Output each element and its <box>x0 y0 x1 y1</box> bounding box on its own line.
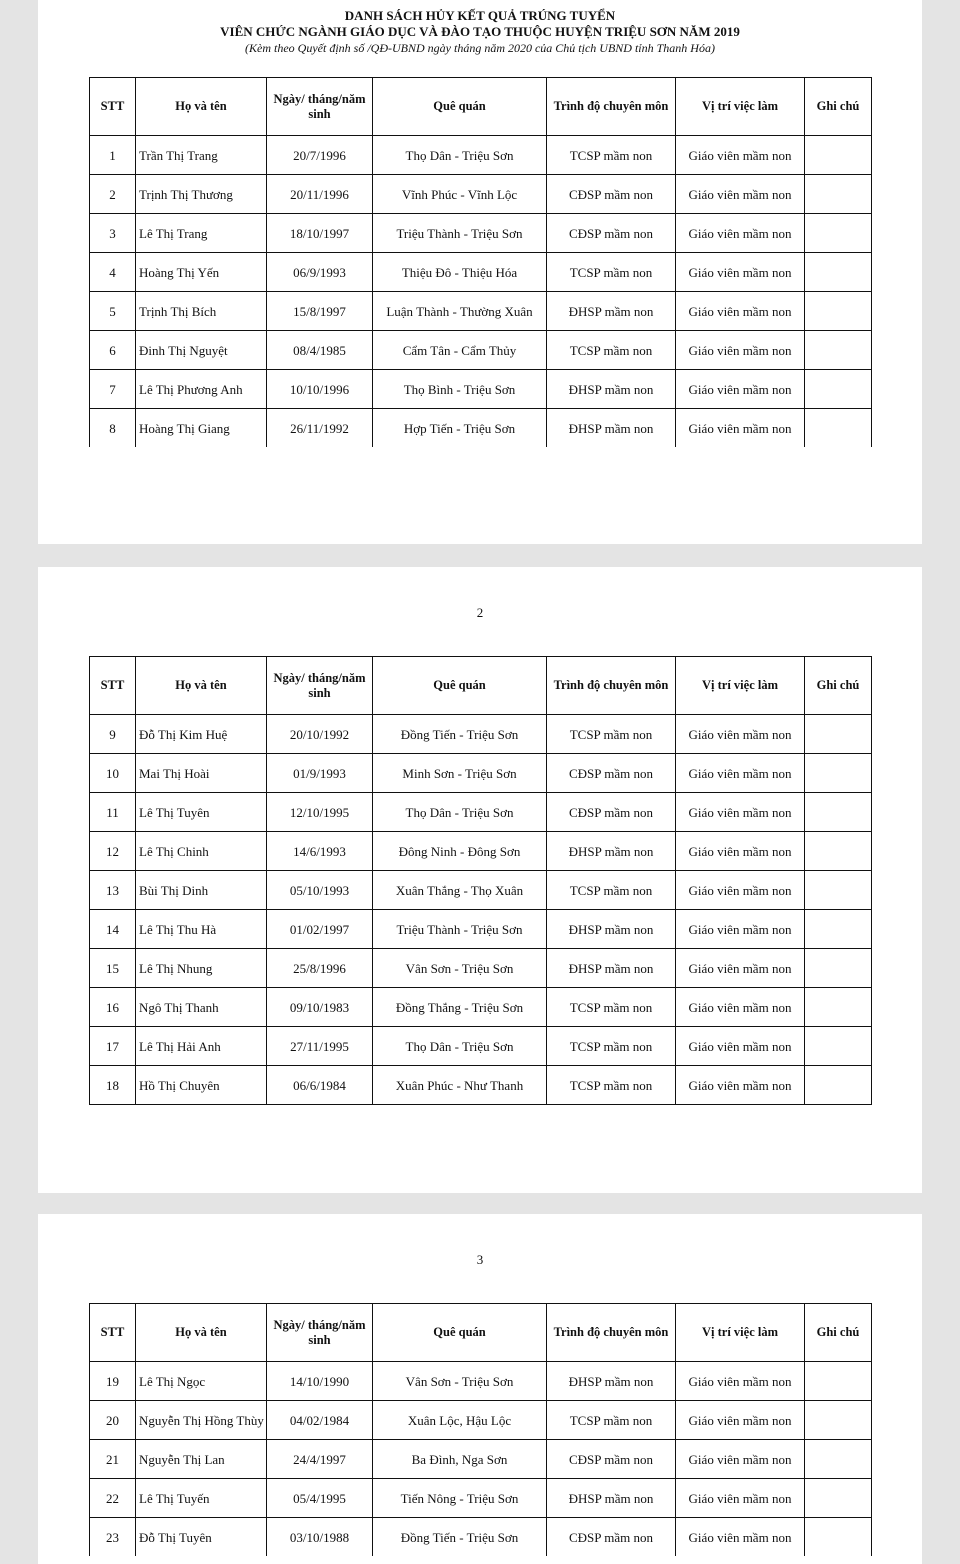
cell-position: Giáo viên mầm non <box>676 910 805 949</box>
cell-stt: 6 <box>90 331 136 370</box>
cell-dob: 01/9/1993 <box>267 754 373 793</box>
table-row <box>90 1479 872 1518</box>
cell-qualification: TCSP mầm non <box>547 1066 676 1105</box>
cell-stt: 2 <box>90 175 136 214</box>
cell-hometown: Triệu Thành - Triệu Sơn <box>373 214 547 253</box>
cell-name: Hoàng Thị Yến <box>136 253 267 292</box>
table-row <box>90 409 872 448</box>
table-header-row <box>90 1304 872 1362</box>
table-row <box>90 1518 872 1557</box>
cell-qualification: TCSP mầm non <box>547 253 676 292</box>
cell-position: Giáo viên mầm non <box>676 793 805 832</box>
cell-hometown: Ba Đình, Nga Sơn <box>373 1440 547 1479</box>
cell-position: Giáo viên mầm non <box>676 871 805 910</box>
cell-qualification: TCSP mầm non <box>547 1027 676 1066</box>
cell-qualification: CĐSP mầm non <box>547 793 676 832</box>
cell-qualification: ĐHSP mầm non <box>547 292 676 331</box>
cell-name: Hồ Thị Chuyên <box>136 1066 267 1105</box>
cell-qualification: ĐHSP mầm non <box>547 910 676 949</box>
cell-hometown: Minh Sơn - Triệu Sơn <box>373 754 547 793</box>
cell-qualification: TCSP mầm non <box>547 331 676 370</box>
cell-position: Giáo viên mầm non <box>676 988 805 1027</box>
document-header <box>38 8 922 56</box>
cell-position: Giáo viên mầm non <box>676 1066 805 1105</box>
cell-dob: 14/10/1990 <box>267 1362 373 1401</box>
cell-position: Giáo viên mầm non <box>676 1440 805 1479</box>
cell-stt: 9 <box>90 715 136 754</box>
cell-note <box>805 1518 872 1557</box>
cell-hometown: Thiệu Đô - Thiệu Hóa <box>373 253 547 292</box>
cell-stt: 20 <box>90 1401 136 1440</box>
cell-qualification: ĐHSP mầm non <box>547 832 676 871</box>
column-header-position: Vị trí việc làm <box>676 657 805 715</box>
cell-stt: 21 <box>90 1440 136 1479</box>
document-page-3 <box>38 1214 922 1564</box>
table-row <box>90 175 872 214</box>
cell-qualification: ĐHSP mầm non <box>547 949 676 988</box>
cell-qualification: TCSP mầm non <box>547 1401 676 1440</box>
table-row <box>90 1027 872 1066</box>
table-row <box>90 136 872 175</box>
cell-note <box>805 832 872 871</box>
column-header-stt: STT <box>90 1304 136 1362</box>
cell-position: Giáo viên mầm non <box>676 253 805 292</box>
cell-dob: 20/10/1992 <box>267 715 373 754</box>
cell-note <box>805 175 872 214</box>
column-header-stt: STT <box>90 78 136 136</box>
cell-note <box>805 331 872 370</box>
cell-name: Lê Thị Tuyến <box>136 1479 267 1518</box>
table-row <box>90 1440 872 1479</box>
table-row <box>90 1362 872 1401</box>
cell-position: Giáo viên mầm non <box>676 1027 805 1066</box>
cell-stt: 23 <box>90 1518 136 1557</box>
cell-hometown: Vân Sơn - Triệu Sơn <box>373 949 547 988</box>
cell-stt: 19 <box>90 1362 136 1401</box>
cell-position: Giáo viên mầm non <box>676 214 805 253</box>
cell-dob: 08/4/1985 <box>267 331 373 370</box>
cell-stt: 1 <box>90 136 136 175</box>
column-header-dob: Ngày/ tháng/năm sinh <box>267 657 373 715</box>
cell-position: Giáo viên mầm non <box>676 1518 805 1557</box>
cell-dob: 03/10/1988 <box>267 1518 373 1557</box>
cell-qualification: CĐSP mầm non <box>547 214 676 253</box>
column-header-name: Họ và tên <box>136 657 267 715</box>
table-row <box>90 715 872 754</box>
table-body <box>90 1362 872 1557</box>
cell-note <box>805 409 872 448</box>
cell-name: Trịnh Thị Thương <box>136 175 267 214</box>
cell-stt: 13 <box>90 871 136 910</box>
page-number: 3 <box>476 1252 484 1267</box>
cell-note <box>805 793 872 832</box>
cell-stt: 22 <box>90 1479 136 1518</box>
cell-position: Giáo viên mầm non <box>676 715 805 754</box>
column-header-position: Vị trí việc làm <box>676 78 805 136</box>
column-header-note: Ghi chú <box>805 1304 872 1362</box>
cell-hometown: Thọ Dân - Triệu Sơn <box>373 1027 547 1066</box>
cell-qualification: CĐSP mầm non <box>547 1518 676 1557</box>
cell-position: Giáo viên mầm non <box>676 832 805 871</box>
cell-dob: 20/7/1996 <box>267 136 373 175</box>
cell-note <box>805 1027 872 1066</box>
cell-dob: 27/11/1995 <box>267 1027 373 1066</box>
cell-hometown: Hợp Tiến - Triệu Sơn <box>373 409 547 448</box>
cell-name: Hoàng Thị Giang <box>136 409 267 448</box>
cell-qualification: TCSP mầm non <box>547 988 676 1027</box>
document-title: DANH SÁCH HỦY KẾT QUẢ TRÚNG TUYỂN <box>344 8 616 23</box>
table-row <box>90 988 872 1027</box>
candidate-table <box>89 77 872 447</box>
cell-note <box>805 754 872 793</box>
cell-name: Lê Thị Phương Anh <box>136 370 267 409</box>
cell-hometown: Thọ Bình - Triệu Sơn <box>373 370 547 409</box>
cell-dob: 14/6/1993 <box>267 832 373 871</box>
cell-position: Giáo viên mầm non <box>676 754 805 793</box>
document-page-1 <box>38 0 922 544</box>
cell-name: Nguyễn Thị Hồng Thùy <box>136 1401 267 1440</box>
cell-hometown: Cẩm Tân - Cẩm Thủy <box>373 331 547 370</box>
cell-qualification: ĐHSP mầm non <box>547 1362 676 1401</box>
cell-name: Trịnh Thị Bích <box>136 292 267 331</box>
cell-stt: 10 <box>90 754 136 793</box>
cell-stt: 7 <box>90 370 136 409</box>
column-header-qualification: Trình độ chuyên môn <box>547 657 676 715</box>
cell-note <box>805 1440 872 1479</box>
cell-note <box>805 370 872 409</box>
cell-qualification: CĐSP mầm non <box>547 175 676 214</box>
cell-name: Ngô Thị Thanh <box>136 988 267 1027</box>
column-header-qualification: Trình độ chuyên môn <box>547 1304 676 1362</box>
cell-name: Lê Thị Chinh <box>136 832 267 871</box>
table-row <box>90 1401 872 1440</box>
cell-name: Lê Thị Thu Hà <box>136 910 267 949</box>
cell-stt: 11 <box>90 793 136 832</box>
cell-hometown: Thọ Dân - Triệu Sơn <box>373 793 547 832</box>
cell-dob: 04/02/1984 <box>267 1401 373 1440</box>
cell-qualification: ĐHSP mầm non <box>547 409 676 448</box>
cell-name: Nguyễn Thị Lan <box>136 1440 267 1479</box>
cell-note <box>805 136 872 175</box>
cell-dob: 26/11/1992 <box>267 409 373 448</box>
cell-hometown: Vân Sơn - Triệu Sơn <box>373 1362 547 1401</box>
cell-hometown: Thọ Dân - Triệu Sơn <box>373 136 547 175</box>
cell-note <box>805 949 872 988</box>
cell-position: Giáo viên mầm non <box>676 331 805 370</box>
column-header-dob: Ngày/ tháng/năm sinh <box>267 1304 373 1362</box>
cell-dob: 09/10/1983 <box>267 988 373 1027</box>
table-row <box>90 370 872 409</box>
cell-dob: 05/4/1995 <box>267 1479 373 1518</box>
table-row <box>90 910 872 949</box>
cell-note <box>805 910 872 949</box>
cell-name: Lê Thị Trang <box>136 214 267 253</box>
cell-note <box>805 1362 872 1401</box>
cell-name: Lê Thị Ngọc <box>136 1362 267 1401</box>
table-row <box>90 1066 872 1105</box>
cell-name: Đỗ Thị Kim Huệ <box>136 715 267 754</box>
table-body <box>90 715 872 1105</box>
cell-dob: 06/9/1993 <box>267 253 373 292</box>
cell-stt: 8 <box>90 409 136 448</box>
cell-position: Giáo viên mầm non <box>676 1401 805 1440</box>
cell-qualification: TCSP mầm non <box>547 136 676 175</box>
table-header-row <box>90 78 872 136</box>
cell-dob: 06/6/1984 <box>267 1066 373 1105</box>
table-row <box>90 214 872 253</box>
cell-qualification: TCSP mầm non <box>547 871 676 910</box>
cell-dob: 15/8/1997 <box>267 292 373 331</box>
table-row <box>90 949 872 988</box>
cell-hometown: Xuân Lộc, Hậu Lộc <box>373 1401 547 1440</box>
cell-name: Đỗ Thị Tuyên <box>136 1518 267 1557</box>
table-row <box>90 871 872 910</box>
cell-name: Lê Thị Nhung <box>136 949 267 988</box>
cell-stt: 17 <box>90 1027 136 1066</box>
cell-qualification: TCSP mầm non <box>547 715 676 754</box>
cell-hometown: Luận Thành - Thường Xuân <box>373 292 547 331</box>
column-header-qualification: Trình độ chuyên môn <box>547 78 676 136</box>
cell-qualification: CĐSP mầm non <box>547 754 676 793</box>
cell-dob: 20/11/1996 <box>267 175 373 214</box>
cell-stt: 14 <box>90 910 136 949</box>
column-header-name: Họ và tên <box>136 78 267 136</box>
cell-note <box>805 1066 872 1105</box>
cell-stt: 5 <box>90 292 136 331</box>
cell-position: Giáo viên mầm non <box>676 949 805 988</box>
candidate-table <box>89 1303 872 1556</box>
document-subtitle: (Kèm theo Quyết định số /QĐ-UBND ngày tháng năm 2020 của Chủ tịch UBND tỉnh Thanh Hóa) <box>245 41 715 55</box>
cell-position: Giáo viên mầm non <box>676 175 805 214</box>
cell-position: Giáo viên mầm non <box>676 1479 805 1518</box>
cell-name: Bùi Thị Dinh <box>136 871 267 910</box>
table-row <box>90 292 872 331</box>
cell-position: Giáo viên mầm non <box>676 136 805 175</box>
cell-qualification: ĐHSP mầm non <box>547 370 676 409</box>
cell-note <box>805 715 872 754</box>
column-header-hometown: Quê quán <box>373 657 547 715</box>
cell-stt: 15 <box>90 949 136 988</box>
cell-hometown: Vĩnh Phúc - Vĩnh Lộc <box>373 175 547 214</box>
cell-hometown: Xuân Thắng - Thọ Xuân <box>373 871 547 910</box>
cell-stt: 3 <box>90 214 136 253</box>
cell-note <box>805 1479 872 1518</box>
cell-note <box>805 292 872 331</box>
cell-position: Giáo viên mầm non <box>676 370 805 409</box>
cell-note <box>805 988 872 1027</box>
table-row <box>90 754 872 793</box>
cell-dob: 18/10/1997 <box>267 214 373 253</box>
cell-stt: 4 <box>90 253 136 292</box>
cell-stt: 16 <box>90 988 136 1027</box>
cell-name: Lê Thị Tuyên <box>136 793 267 832</box>
table-row <box>90 253 872 292</box>
cell-dob: 05/10/1993 <box>267 871 373 910</box>
cell-stt: 18 <box>90 1066 136 1105</box>
column-header-name: Họ và tên <box>136 1304 267 1362</box>
cell-note <box>805 1401 872 1440</box>
candidate-table <box>89 656 872 1105</box>
cell-name: Trần Thị Trang <box>136 136 267 175</box>
cell-hometown: Xuân Phúc - Như Thanh <box>373 1066 547 1105</box>
cell-hometown: Tiến Nông - Triệu Sơn <box>373 1479 547 1518</box>
cell-dob: 12/10/1995 <box>267 793 373 832</box>
cell-hometown: Đông Ninh - Đông Sơn <box>373 832 547 871</box>
cell-hometown: Triệu Thành - Triệu Sơn <box>373 910 547 949</box>
table-body <box>90 136 872 448</box>
cell-qualification: ĐHSP mầm non <box>547 1479 676 1518</box>
cell-hometown: Đồng Tiến - Triệu Sơn <box>373 1518 547 1557</box>
cell-note <box>805 214 872 253</box>
cell-name: Đinh Thị Nguyệt <box>136 331 267 370</box>
cell-dob: 24/4/1997 <box>267 1440 373 1479</box>
cell-dob: 10/10/1996 <box>267 370 373 409</box>
cell-hometown: Đồng Thắng - Triệu Sơn <box>373 988 547 1027</box>
column-header-hometown: Quê quán <box>373 1304 547 1362</box>
cell-position: Giáo viên mầm non <box>676 409 805 448</box>
cell-note <box>805 871 872 910</box>
table-row <box>90 832 872 871</box>
document-page-2 <box>38 567 922 1193</box>
table-row <box>90 331 872 370</box>
column-header-dob: Ngày/ tháng/năm sinh <box>267 78 373 136</box>
cell-name: Lê Thị Hải Anh <box>136 1027 267 1066</box>
table-header-row <box>90 657 872 715</box>
cell-position: Giáo viên mầm non <box>676 292 805 331</box>
cell-position: Giáo viên mầm non <box>676 1362 805 1401</box>
page-number: 2 <box>476 605 484 620</box>
cell-qualification: CĐSP mầm non <box>547 1440 676 1479</box>
column-header-note: Ghi chú <box>805 78 872 136</box>
table-row <box>90 793 872 832</box>
document-title-line2: VIÊN CHỨC NGÀNH GIÁO DỤC VÀ ĐÀO TẠO THUỘC HUYỆN TRIỆU SƠN NĂM 2019 <box>220 24 740 39</box>
column-header-hometown: Quê quán <box>373 78 547 136</box>
cell-stt: 12 <box>90 832 136 871</box>
cell-hometown: Đồng Tiến - Triệu Sơn <box>373 715 547 754</box>
cell-name: Mai Thị Hoài <box>136 754 267 793</box>
cell-dob: 25/8/1996 <box>267 949 373 988</box>
column-header-position: Vị trí việc làm <box>676 1304 805 1362</box>
cell-note <box>805 253 872 292</box>
column-header-stt: STT <box>90 657 136 715</box>
column-header-note: Ghi chú <box>805 657 872 715</box>
cell-dob: 01/02/1997 <box>267 910 373 949</box>
